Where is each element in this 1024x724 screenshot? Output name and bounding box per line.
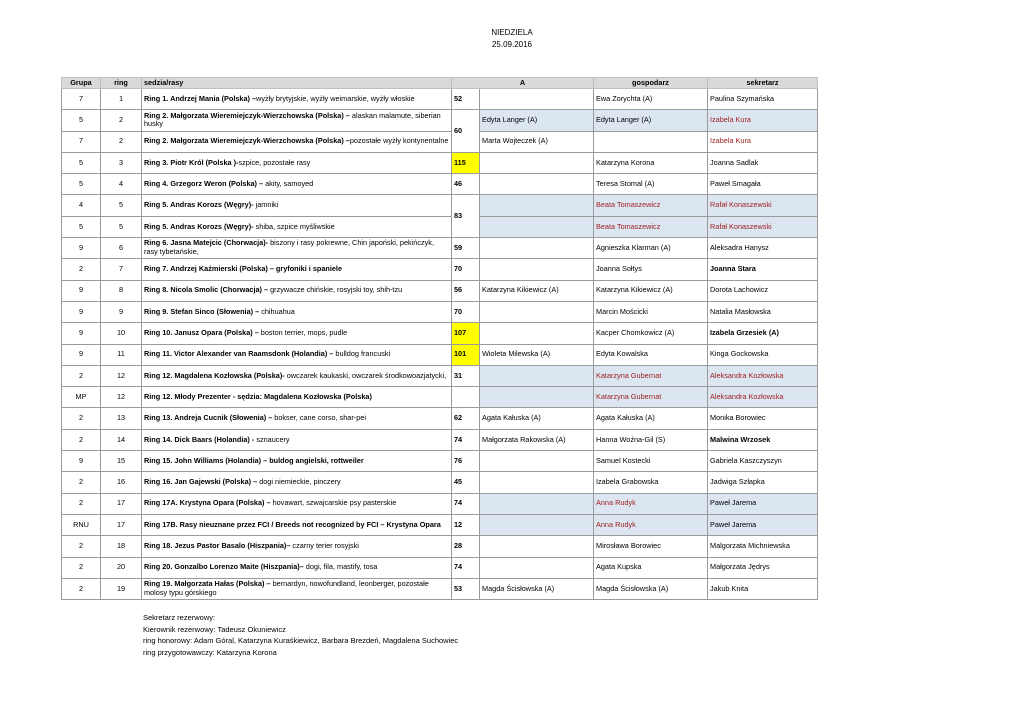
breeds-text: szpice, pozostałe rasy (238, 157, 311, 167)
judge-text: Ring 6. Jasna Matejcic (Chorwacja)- (144, 238, 271, 248)
breeds-text: akity, samoyed (265, 178, 314, 188)
cell-a (480, 238, 594, 259)
cell-grupa: 9 (62, 301, 101, 322)
cell-a (480, 216, 594, 237)
cell-ring: 12 (101, 365, 142, 386)
cell-ring: 14 (101, 429, 142, 450)
cell-sekretarz: Aleksadra Hanysz (708, 238, 818, 259)
cell-grupa: 2 (62, 578, 101, 599)
cell-sekretarz: Paweł Smagała (708, 174, 818, 195)
cell-count: 74 (452, 493, 480, 514)
cell-judge-breeds (142, 557, 452, 578)
judge-text: Ring 11. Victor Alexander van Raamsdonk (Holandia) – (144, 349, 336, 359)
cell-a (480, 259, 594, 280)
cell-ring: 8 (101, 280, 142, 301)
cell-gospodarz: Magda Ścisłowska (A) (594, 578, 708, 599)
cell-judge-breeds (142, 89, 452, 110)
table-row (62, 557, 818, 578)
table-row (62, 259, 818, 280)
table-row (62, 451, 818, 472)
cell-ring: 11 (101, 344, 142, 365)
table-row (62, 472, 818, 493)
cell-sekretarz: Izabela Grzesiek (A) (708, 323, 818, 344)
cell-sekretarz: Monika Borowiec (708, 408, 818, 429)
breeds-text: pozostałe wyżły kontynentalne (349, 136, 449, 146)
col-header-gospodarz: gospodarz (594, 78, 708, 89)
table-row (62, 131, 818, 152)
cell-gospodarz: Anna Rudyk (594, 493, 708, 514)
cell-ring: 6 (101, 238, 142, 259)
table-row (62, 174, 818, 195)
col-header-sekretarz: sekretarz (708, 78, 818, 89)
col-header-sedzia: sedzia/rasy (142, 78, 452, 89)
cell-judge-breeds (142, 216, 452, 237)
cell-ring: 2 (101, 110, 142, 131)
judge-text: Ring 19. Małgorzata Hałas (Polska) – (144, 579, 273, 589)
page-date: 25.09.2016 (491, 40, 533, 49)
cell-a (480, 89, 594, 110)
cell-judge-breeds (142, 387, 452, 408)
cell-judge-breeds (142, 472, 452, 493)
cell-gospodarz: Marcin Mościcki (594, 301, 708, 322)
table-row (62, 301, 818, 322)
cell-grupa: 9 (62, 451, 101, 472)
cell-judge-breeds (142, 493, 452, 514)
cell-a (480, 387, 594, 408)
table-row (62, 238, 818, 259)
cell-judge-breeds (142, 152, 452, 173)
cell-gospodarz: Beata Tomaszewicz (594, 216, 708, 237)
cell-grupa: 7 (62, 89, 101, 110)
cell-grupa: 2 (62, 472, 101, 493)
cell-grupa: 5 (62, 152, 101, 173)
cell-count: 12 (452, 514, 480, 535)
breeds-text: biszony i rasy pokrewne, Chin japoński, pekińczyk, rasy tybetańskie, (144, 238, 434, 257)
judge-text: Ring 7. Andrzej Kaźmierski (Polska) – gryfoniki i spaniele (144, 264, 343, 274)
judge-text: Ring 17B. Rasy nieuznane przez FCI / Breeds not recognized by FCI – Krystyna Opara (144, 519, 441, 529)
cell-count: 45 (452, 472, 480, 493)
cell-sekretarz: Malgorzata Michniewska (708, 536, 818, 557)
cell-ring: 17 (101, 514, 142, 535)
cell-judge-breeds (142, 280, 452, 301)
judge-text: Ring 5. Andras Korozs (Węgry)- (144, 221, 256, 231)
judge-text: Ring 2. Małgorzata Wieremiejczyk-Wierzchowska (Polska) – (144, 136, 350, 146)
cell-gospodarz: Katarzyna Kikiewicz (A) (594, 280, 708, 301)
cell-gospodarz: Izabela Grabowska (594, 472, 708, 493)
table-row (62, 323, 818, 344)
cell-gospodarz: Beata Tomaszewicz (594, 195, 708, 216)
breeds-text: bernardyn, nowofundland, leonberger, pozostałe molosy typu górskiego (144, 579, 429, 597)
footer-prep-ring: ring przygotowawczy: Katarzyna Korona (143, 647, 277, 657)
cell-ring: 15 (101, 451, 142, 472)
cell-gospodarz: Anna Rudyk (594, 514, 708, 535)
cell-count: 46 (452, 174, 480, 195)
cell-count: 28 (452, 536, 480, 557)
cell-count: 83 (452, 195, 480, 238)
judge-text: Ring 18. Jezus Pastor Basalo (Hiszpania)– (144, 541, 293, 550)
col-header-ring: ring (101, 78, 142, 89)
table-row (62, 365, 818, 386)
cell-a (480, 152, 594, 173)
cell-grupa: 5 (62, 110, 101, 131)
cell-a (480, 451, 594, 472)
breeds-text: wyżły brytyjskie, wyżły weimarskie, wyżły włoskie (256, 93, 415, 103)
table-row (62, 344, 818, 365)
judge-text: Ring 16. Jan Gajewski (Polska) – (144, 477, 260, 487)
cell-a (480, 195, 594, 216)
cell-count: 70 (452, 259, 480, 280)
cell-judge-breeds (142, 174, 452, 195)
cell-judge-breeds (142, 344, 452, 365)
footer-reserve-manager: Kierownik rezerwowy: Tadeusz Okuniewicz (143, 624, 286, 634)
cell-sekretarz: Joanna Sadlak (708, 152, 818, 173)
cell-ring: 18 (101, 536, 142, 557)
cell-grupa: 2 (62, 259, 101, 280)
cell-sekretarz: Paweł Jarema (708, 493, 818, 514)
breeds-text: dogi niemieckie, pinczery (259, 477, 341, 487)
breeds-text: jamniki (255, 200, 279, 210)
cell-sekretarz: Malwina Wrzosek (708, 429, 818, 450)
table-row (62, 387, 818, 408)
cell-count: 31 (452, 365, 480, 386)
cell-ring: 17 (101, 493, 142, 514)
cell-a (480, 557, 594, 578)
cell-sekretarz: Natalia Masłowska (708, 301, 818, 322)
cell-gospodarz: Mirosława Borowiec (594, 536, 708, 557)
cell-grupa: 9 (62, 238, 101, 259)
cell-a (480, 493, 594, 514)
cell-sekretarz: Jadwiga Szłapka (708, 472, 818, 493)
schedule-table (61, 77, 818, 600)
table-row (62, 89, 818, 110)
footer-reserve-secretary: Sekretarz rezerwowy: (143, 613, 216, 622)
judge-text: Ring 20. Gonzalbo Lorenzo Maite (Hiszpania)– (144, 562, 306, 572)
cell-gospodarz: Katarzyna Gubernat (594, 365, 708, 386)
cell-a: Wioleta Milewska (A) (480, 344, 594, 365)
cell-a: Małgorzata Rakowska (A) (480, 429, 594, 450)
breeds-text: czarny terier rosyjski (292, 541, 359, 550)
cell-judge-breeds (142, 131, 452, 152)
cell-judge-breeds (142, 365, 452, 386)
cell-sekretarz: Paweł Jarema (708, 514, 818, 535)
breeds-text: grzywacze chińskie, rosyjski toy, shih-tzu (270, 285, 403, 295)
cell-judge-breeds (142, 238, 452, 259)
cell-ring: 16 (101, 472, 142, 493)
cell-ring: 5 (101, 195, 142, 216)
table-row (62, 536, 818, 557)
cell-gospodarz: Joanna Sołtys (594, 259, 708, 280)
cell-judge-breeds (142, 259, 452, 280)
cell-judge-breeds (142, 195, 452, 216)
cell-judge-breeds (142, 110, 452, 131)
breeds-text: boston terrier, mops, pudle (260, 328, 348, 338)
breeds-text: shiba, szpice myśliwskie (255, 221, 335, 231)
cell-sekretarz: Rafał Konaszewski (708, 195, 818, 216)
cell-count: 52 (452, 89, 480, 110)
cell-sekretarz: Jakub Knita (708, 578, 818, 599)
cell-sekretarz: Dorota Lachowicz (708, 280, 818, 301)
cell-judge-breeds (142, 536, 452, 557)
cell-ring: 13 (101, 408, 142, 429)
cell-count: 115 (452, 152, 480, 173)
judge-text: Ring 12. Młody Prezenter - sędzia: Magdalena Kozłowska (Polska) (144, 391, 372, 401)
cell-a (480, 301, 594, 322)
cell-sekretarz: Izabela Kura (708, 131, 818, 152)
cell-grupa: 5 (62, 216, 101, 237)
cell-ring: 10 (101, 323, 142, 344)
cell-sekretarz: Gabriela Kaszczyszyn (708, 451, 818, 472)
table-row (62, 493, 818, 514)
cell-ring: 4 (101, 174, 142, 195)
cell-grupa: 2 (62, 429, 101, 450)
cell-a: Marta Wojteczek (A) (480, 131, 594, 152)
breeds-text: bokser, cane corso, shar-pei (274, 413, 366, 423)
table-row (62, 280, 818, 301)
cell-gospodarz (594, 131, 708, 152)
cell-gospodarz: Katarzyna Gubernat (594, 387, 708, 408)
cell-count: 56 (452, 280, 480, 301)
cell-count: 74 (452, 557, 480, 578)
table-row (62, 514, 818, 535)
cell-gospodarz: Edyta Kowalska (594, 344, 708, 365)
judge-text: Ring 8. Nicola Smolic (Chorwacja) – (144, 285, 271, 295)
cell-sekretarz: Małgorzata Jędrys (708, 557, 818, 578)
cell-gospodarz: Edyta Langer (A) (594, 110, 708, 131)
cell-gospodarz: Teresa Stomal (A) (594, 174, 708, 195)
table-row (62, 408, 818, 429)
cell-count (452, 387, 480, 408)
breeds-text: chihuahua (261, 306, 295, 316)
cell-a (480, 536, 594, 557)
cell-gospodarz: Hanna Woźna-Gil (S) (594, 429, 708, 450)
footer-honor-ring: ring honorowy: Adam Góral, Katarzyna Kuraśkiewicz, Barbara Brezdeń, Magdalena Suchowiec (143, 636, 459, 645)
cell-grupa: 2 (62, 365, 101, 386)
cell-count: 107 (452, 323, 480, 344)
cell-grupa: 4 (62, 195, 101, 216)
breeds-text: dogi, fila, mastify, tosa (305, 562, 378, 572)
breeds-text: owczarek kaukaski, owczarek środkowoazjatycki, (286, 370, 447, 380)
judge-text: Ring 3. Piotr Król (Polska )- (144, 157, 239, 167)
col-header-grupa: Grupa (62, 78, 101, 89)
cell-a (480, 365, 594, 386)
cell-ring: 12 (101, 387, 142, 408)
cell-ring: 1 (101, 89, 142, 110)
cell-judge-breeds (142, 323, 452, 344)
table-row (62, 152, 818, 173)
judge-text: Ring 12. Magdalena Kozłowska (Polska)- (144, 370, 287, 380)
breeds-text: sznaucery (256, 434, 290, 444)
judge-text: Ring 4. Grzegorz Weron (Polska) – (144, 178, 266, 188)
cell-ring: 19 (101, 578, 142, 599)
judge-text: Ring 1. Andrzej Mania (Polska) – (144, 93, 257, 103)
cell-sekretarz: Paulina Szymańska (708, 89, 818, 110)
cell-count: 60 (452, 110, 480, 153)
cell-sekretarz: Joanna Stara (708, 259, 818, 280)
judge-text: Ring 9. Stefan Sinco (Słowenia) – (144, 306, 262, 316)
cell-gospodarz: Ewa Zorychta (A) (594, 89, 708, 110)
cell-gospodarz: Agnieszka Klarman (A) (594, 238, 708, 259)
judge-text: Ring 17A. Krystyna Opara (Polska) – (144, 498, 273, 508)
cell-ring: 3 (101, 152, 142, 173)
table-row (62, 429, 818, 450)
cell-ring: 5 (101, 216, 142, 237)
cell-gospodarz: Katarzyna Korona (594, 152, 708, 173)
cell-sekretarz: Aleksandra Kozłowska (708, 365, 818, 386)
cell-grupa: RNU (62, 514, 101, 535)
cell-judge-breeds (142, 578, 452, 599)
cell-sekretarz: Izabela Kura (708, 110, 818, 131)
cell-a (480, 472, 594, 493)
table-row (62, 110, 818, 131)
cell-gospodarz: Agata Kałuska (A) (594, 408, 708, 429)
cell-a: Magda Ścisłowska (A) (480, 578, 594, 599)
breeds-text: hovawart, szwajcarskie psy pasterskie (272, 498, 397, 508)
col-header-a: A (452, 78, 594, 89)
cell-grupa: 9 (62, 280, 101, 301)
cell-grupa: 5 (62, 174, 101, 195)
cell-grupa: 9 (62, 344, 101, 365)
cell-sekretarz: Aleksandra Kozłowska (708, 387, 818, 408)
cell-count: 53 (452, 578, 480, 599)
cell-count: 70 (452, 301, 480, 322)
cell-grupa: 7 (62, 131, 101, 152)
cell-judge-breeds (142, 451, 452, 472)
cell-sekretarz: Kinga Gockowska (708, 344, 818, 365)
table-header-row (62, 78, 818, 89)
cell-a: Agata Kałuska (A) (480, 408, 594, 429)
cell-ring: 7 (101, 259, 142, 280)
footer-notes (143, 612, 458, 658)
cell-count: 59 (452, 238, 480, 259)
judge-text: Ring 2. Małgorzata Wieremiejczyk-Wierzchowska (Polska) – (144, 110, 350, 120)
cell-count: 101 (452, 344, 480, 365)
cell-gospodarz: Samuel Kostecki (594, 451, 708, 472)
cell-judge-breeds (142, 429, 452, 450)
table-row (62, 578, 818, 599)
judge-text: Ring 10. Janusz Opara (Polska) – (144, 328, 261, 338)
cell-grupa: 9 (62, 323, 101, 344)
table-row (62, 216, 818, 237)
cell-grupa: 2 (62, 493, 101, 514)
cell-a: Katarzyna Kikiewicz (A) (480, 280, 594, 301)
judge-text: Ring 15. John Williams (Holandia) – buldog angielski, rottweiler (144, 455, 364, 465)
cell-gospodarz: Agata Kupska (594, 557, 708, 578)
breeds-text: bulldog francuski (335, 349, 391, 359)
cell-grupa: 2 (62, 408, 101, 429)
cell-judge-breeds (142, 514, 452, 535)
cell-grupa: MP (62, 387, 101, 408)
page-day: NIEDZIELA (491, 28, 533, 37)
cell-ring: 9 (101, 301, 142, 322)
cell-ring: 20 (101, 557, 142, 578)
cell-count: 62 (452, 408, 480, 429)
table-row (62, 195, 818, 216)
cell-count: 74 (452, 429, 480, 450)
judge-text: Ring 14. Dick Baars (Holandia) - (144, 434, 257, 444)
cell-grupa: 2 (62, 557, 101, 578)
judge-text: Ring 5. Andras Korozs (Węgry)- (144, 200, 256, 210)
cell-a (480, 514, 594, 535)
cell-count: 76 (452, 451, 480, 472)
cell-judge-breeds (142, 301, 452, 322)
cell-grupa: 2 (62, 536, 101, 557)
cell-a (480, 323, 594, 344)
breeds-text: alaskan malamute, siberian husky (144, 110, 441, 129)
cell-a: Edyta Langer (A) (480, 110, 594, 131)
cell-sekretarz: Rafał Konaszewski (708, 216, 818, 237)
cell-gospodarz: Kacper Chomkowicz (A) (594, 323, 708, 344)
cell-ring: 2 (101, 131, 142, 152)
cell-judge-breeds (142, 408, 452, 429)
judge-text: Ring 13. Andreja Cucnik (Słowenia) – (144, 413, 275, 423)
cell-a (480, 174, 594, 195)
